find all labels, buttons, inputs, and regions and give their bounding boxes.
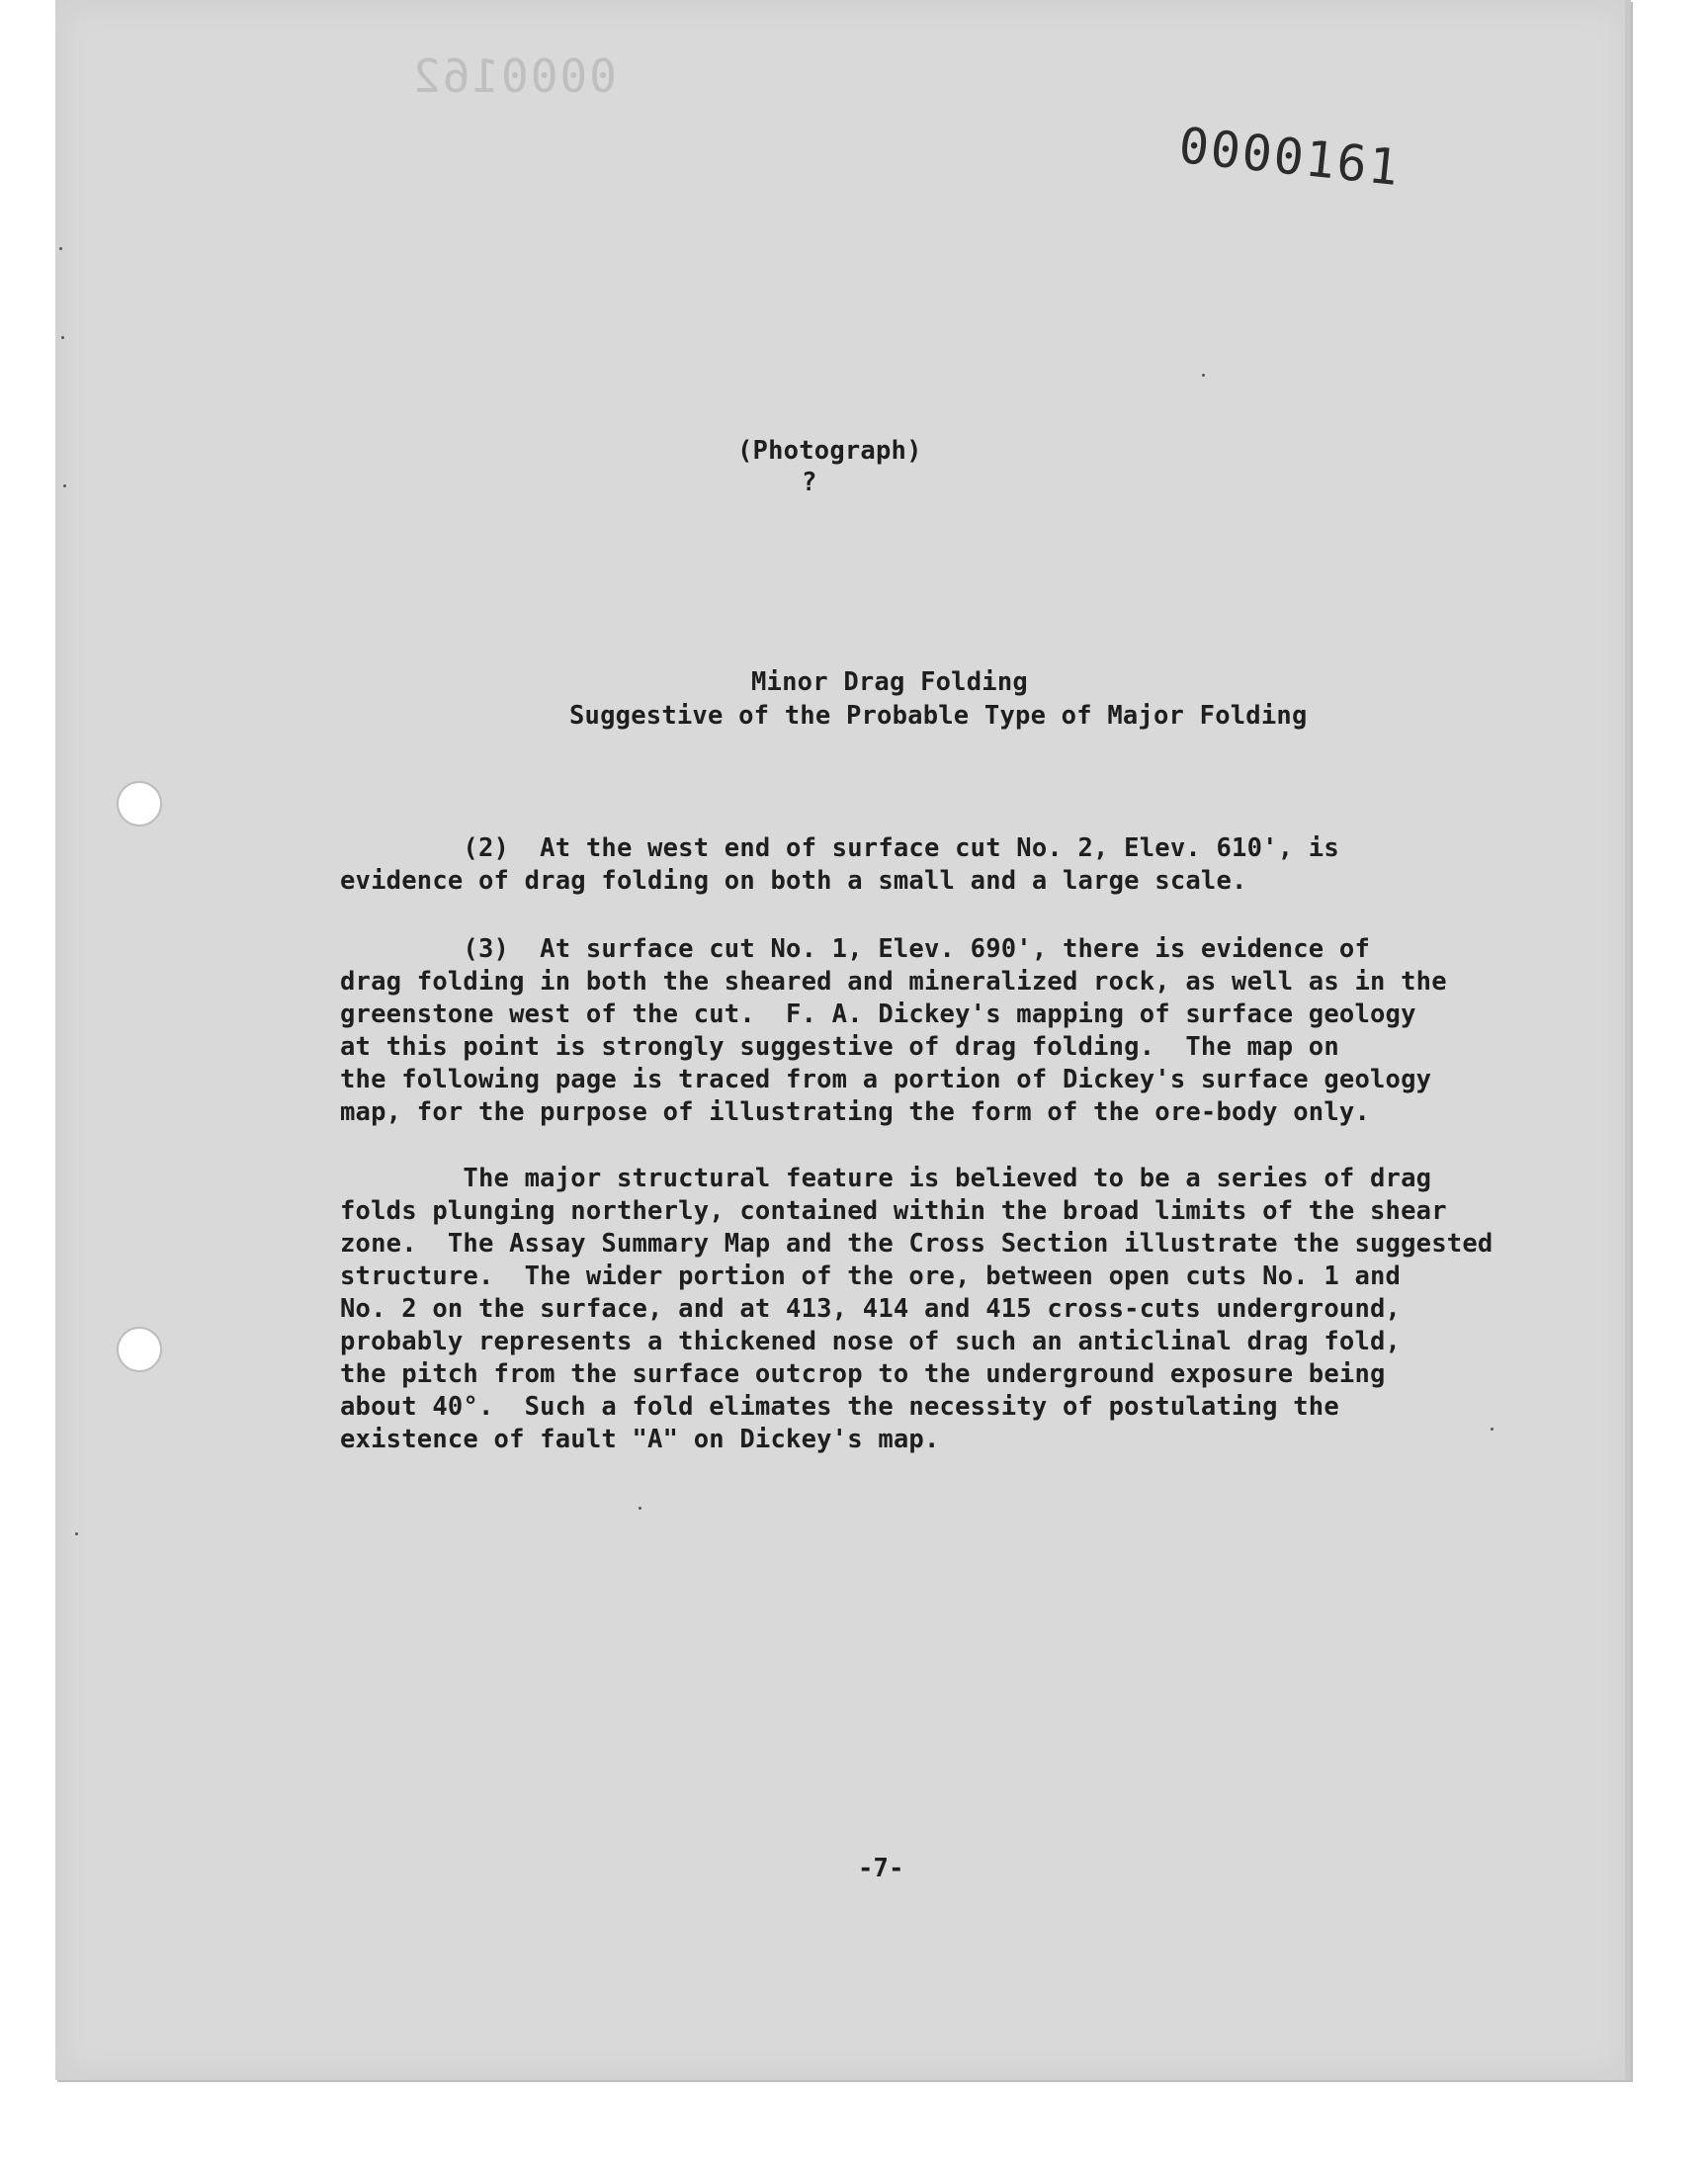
paragraph-3: (3) At surface cut No. 1, Elev. 690', there is evidence of drag folding in both the sheared and mineralized rock, as well as in the greenstone west of the cut. F. A. Dickey's mapping of surface geology at this point is strongly suggestive of drag folding. The map on the following page is traced from a portion of Dickey's surface geology map, for the purpose of illustrating the form of the ore-body only. [340,934,1447,1127]
punch-hole-bottom [117,1327,162,1372]
paper-speck [63,484,66,487]
document-page [55,0,1631,2080]
punch-hole-top [117,781,162,826]
photograph-placeholder-label: (Photograph) [737,436,922,466]
paragraph-major-structure: The major structural feature is believed to be a series of drag folds plunging northerly, contained within the broad limits of the shear zone. The Assay Summary Map and the Cross Section illustrate the suggested structure. The wider portion of the ore, between open cuts No. 1 and No. 2 on the surface, and at 413, 414 and 415 cross-cuts underground, probably represents a thickened nose of such an anticlinal drag fold, the pitch from the surface outcrop to the underground exposure being about 40°. Such a fold elimates the necessity of postulating the existence of fault "A" on Dickey's map. [340,1164,1494,1454]
paper-speck [61,336,64,339]
page-id-stamp: 0000161 [1175,117,1404,198]
paper-speck [59,247,62,250]
paper-speck [75,1532,78,1535]
bleed-through-stamp: 0000162 [411,49,617,103]
figure-caption-title: Minor Drag Folding [751,667,1028,697]
figure-caption-subtitle: Suggestive of the Probable Type of Major Folding [569,701,1308,731]
paper-speck [639,1507,641,1510]
page-number: -7- [858,1854,904,1883]
page-edge [1625,0,1631,2080]
photograph-placeholder-mark: ? [802,468,817,497]
paragraph-2: (2) At the west end of surface cut No. 2, Elev. 610', is evidence of drag folding on both a small and a large scale. [340,833,1339,896]
paper-speck [1202,374,1205,377]
paper-speck [1491,1428,1494,1431]
